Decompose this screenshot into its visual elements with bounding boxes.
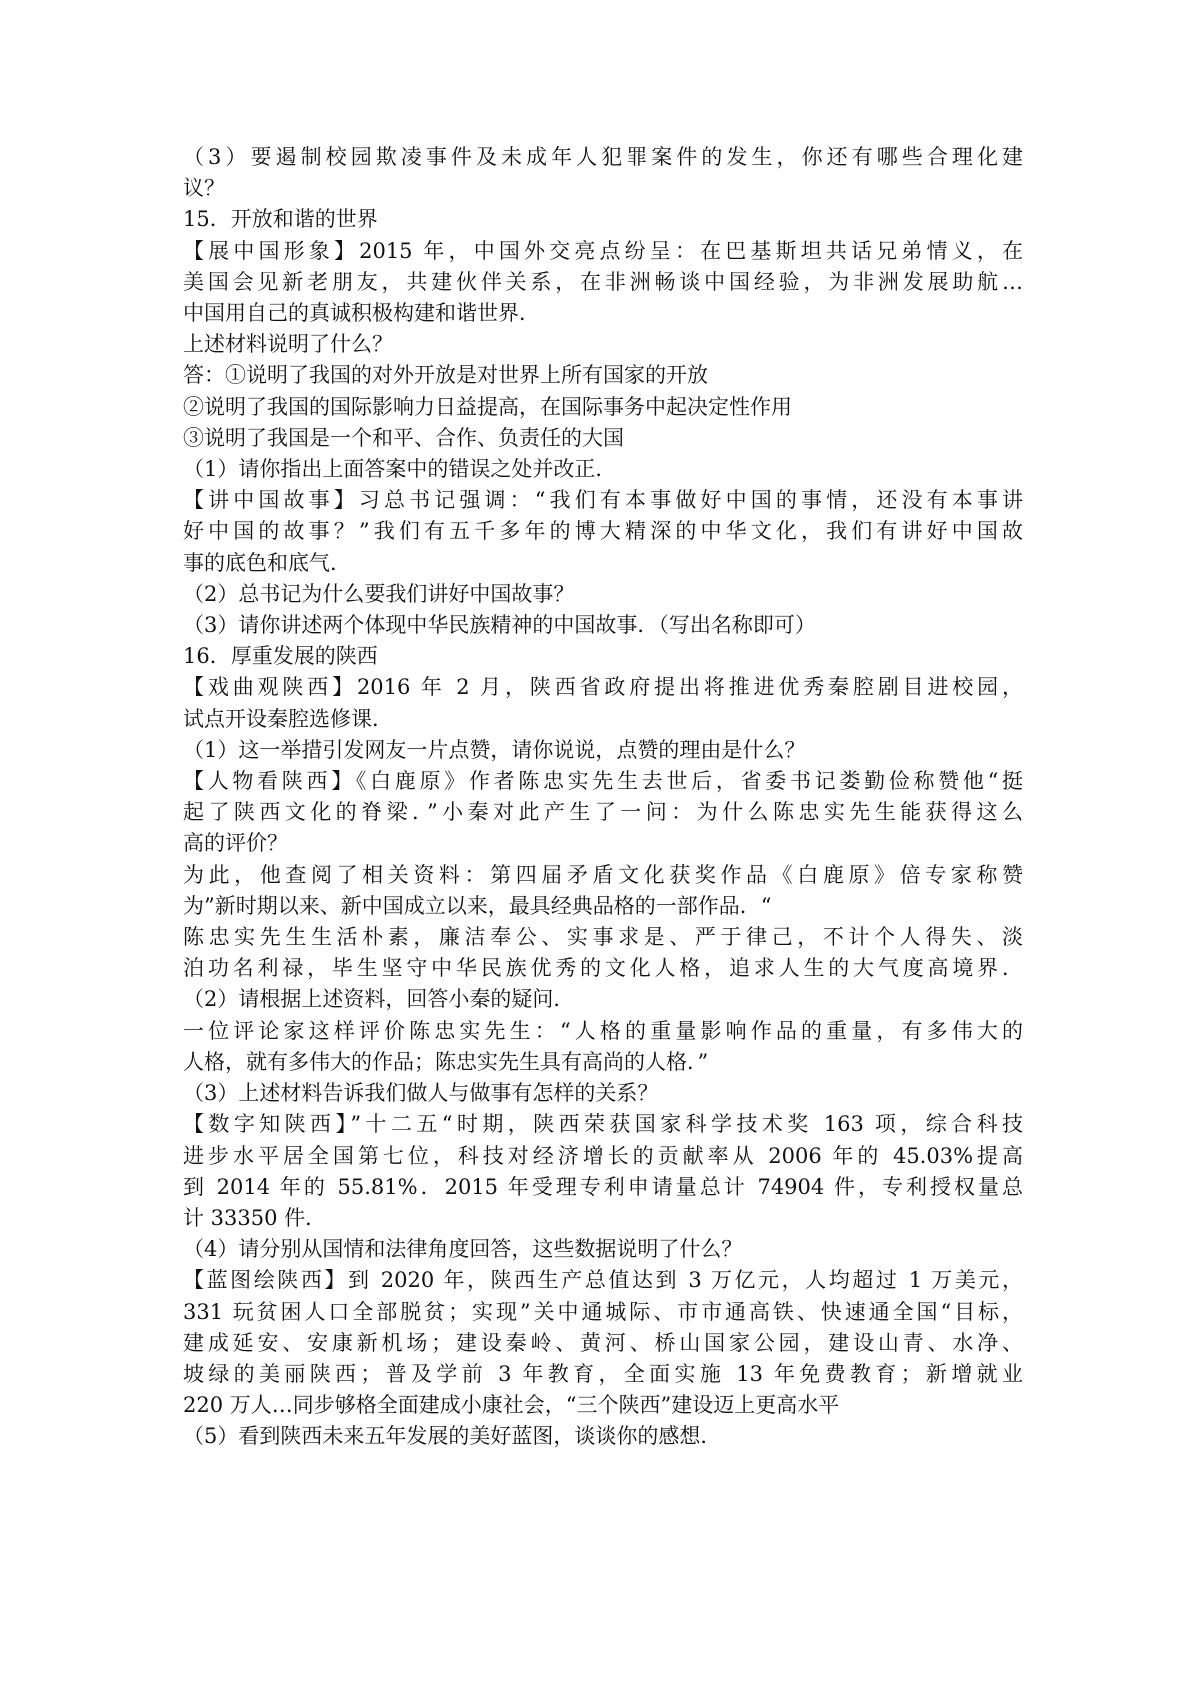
text-line: （2）请根据上述资料，回答小秦的疑问．: [183, 987, 575, 1012]
text-line: 议？: [183, 176, 225, 201]
text-line: ②说明了我国的国际影响力日益提高，在国际事务中起决定性作用: [183, 394, 792, 419]
document-body: [183, 142, 1023, 1453]
text-line: 陈忠实先生生活朴素，廉洁奉公、实事求是、严于律己，不计个人得失、淡: [183, 925, 1023, 950]
text-line: （5）看到陕西未来五年发展的美好蓝图，谈谈你的感想．: [183, 1424, 722, 1449]
text-line: 15．开放和谐的世界: [183, 207, 378, 232]
text-line: （1）这一举措引发网友一片点赞，请你说说，点赞的理由是什么？: [183, 737, 806, 762]
text-line: 美国会见新老朋友，共建伙伴关系，在非洲畅谈中国经验，为非洲发展助航…: [183, 269, 1023, 294]
text-line: 【人物看陕西】《白鹿原》作者陈忠实先生去世后，省委书记娄勤俭称赞他“挺: [183, 769, 1023, 794]
text-line: 进步水平居全国第七位，科技对经济增长的贡献率从 2006 年的 45.03%提高: [183, 1143, 1023, 1168]
text-line: 220 万人…同步够格全面建成小康社会，“三个陕西”建设迈上更高水平: [183, 1393, 840, 1418]
text-line: 起了陕西文化的脊梁．”小秦对此产生了一问：为什么陈忠实先生能获得这么: [183, 800, 1023, 825]
text-line: 上述材料说明了什么？: [183, 332, 393, 357]
text-line: 为此，他查阅了相关资料：第四届矛盾文化获奖作品《白鹿原》倍专家称赞: [183, 862, 1023, 887]
text-line: 计 33350 件．: [183, 1205, 327, 1230]
text-line: （4）请分别从国情和法律角度回答，这些数据说明了什么？: [183, 1237, 743, 1262]
text-line: （3）请你讲述两个体现中华民族精神的中国故事．（写出名称即可）: [183, 613, 816, 638]
text-line: 【戏曲观陕西】2016 年 2 月，陕西省政府提出将推进优秀秦腔剧目进校园，: [183, 675, 1023, 700]
text-line: 好中国的故事？”我们有五千多年的博大精深的中华文化，我们有讲好中国故: [183, 519, 1023, 544]
text-line: 事的底色和底气．: [183, 550, 351, 575]
text-line: 中国用自己的真诚积极构建和谐世界．: [183, 301, 540, 326]
text-line: 【展中国形象】2015 年，中国外交亮点纷呈：在巴基斯坦共话兄弟情义，在: [183, 238, 1023, 263]
text-line: 高的评价？: [183, 831, 288, 856]
text-line: 【数字知陕西】”十二五“时期，陕西荣获国家科学技术奖 163 项，综合科技: [183, 1112, 1023, 1137]
text-line: 331 玩贫困人口全部脱贫；实现”关中通城际、市市通高铁、快速通全国“目标，: [183, 1299, 1023, 1324]
text-line: 【讲中国故事】习总书记强调：“我们有本事做好中国的事情，还没有本事讲: [183, 488, 1023, 513]
text-line: （1）请你指出上面答案中的错误之处并改正．: [183, 457, 617, 482]
text-line: 试点开设秦腔选修课．: [183, 706, 393, 731]
text-line: 到 2014 年的 55.81%．2015 年受理专利申请量总计 74904 件，专利授权量总: [183, 1174, 1023, 1199]
text-line: 为”新时期以来、新中国成立以来，最具经典品格的一部作品．“: [183, 893, 772, 918]
text-line: 一位评论家这样评价陈忠实先生：“人格的重量影响作品的重量，有多伟大的: [183, 1018, 1023, 1043]
text-line: 答：①说明了我国的对外开放是对世界上所有国家的开放: [183, 363, 708, 388]
text-line: （3）上述材料告诉我们做人与做事有怎样的关系？: [183, 1081, 659, 1106]
text-line: 坡绿的美丽陕西；普及学前 3 年教育，全面实施 13 年免费教育；新增就业: [183, 1361, 1023, 1386]
text-line: ③说明了我国是一个和平、合作、负责任的大国: [183, 425, 624, 450]
text-line: 泊功名利禄，毕生坚守中华民族优秀的文化人格，追求人生的大气度高境界．: [183, 956, 1023, 981]
text-line: 建成延安、安康新机场；建设秦岭、黄河、桥山国家公园，建设山青、水净、: [183, 1330, 1023, 1355]
text-line: （2）总书记为什么要我们讲好中国故事？: [183, 581, 575, 606]
text-line: 16．厚重发展的陕西: [183, 644, 378, 669]
text-line: （3）要遏制校园欺凌事件及未成年人犯罪案件的发生，你还有哪些合理化建: [183, 145, 1023, 169]
text-line: 【蓝图绘陕西】到 2020 年，陕西生产总值达到 3 万亿元，人均超过 1 万美元，: [183, 1268, 1023, 1293]
text-line: 人格，就有多伟大的作品；陈忠实先生具有高尚的人格．”: [183, 1049, 709, 1074]
